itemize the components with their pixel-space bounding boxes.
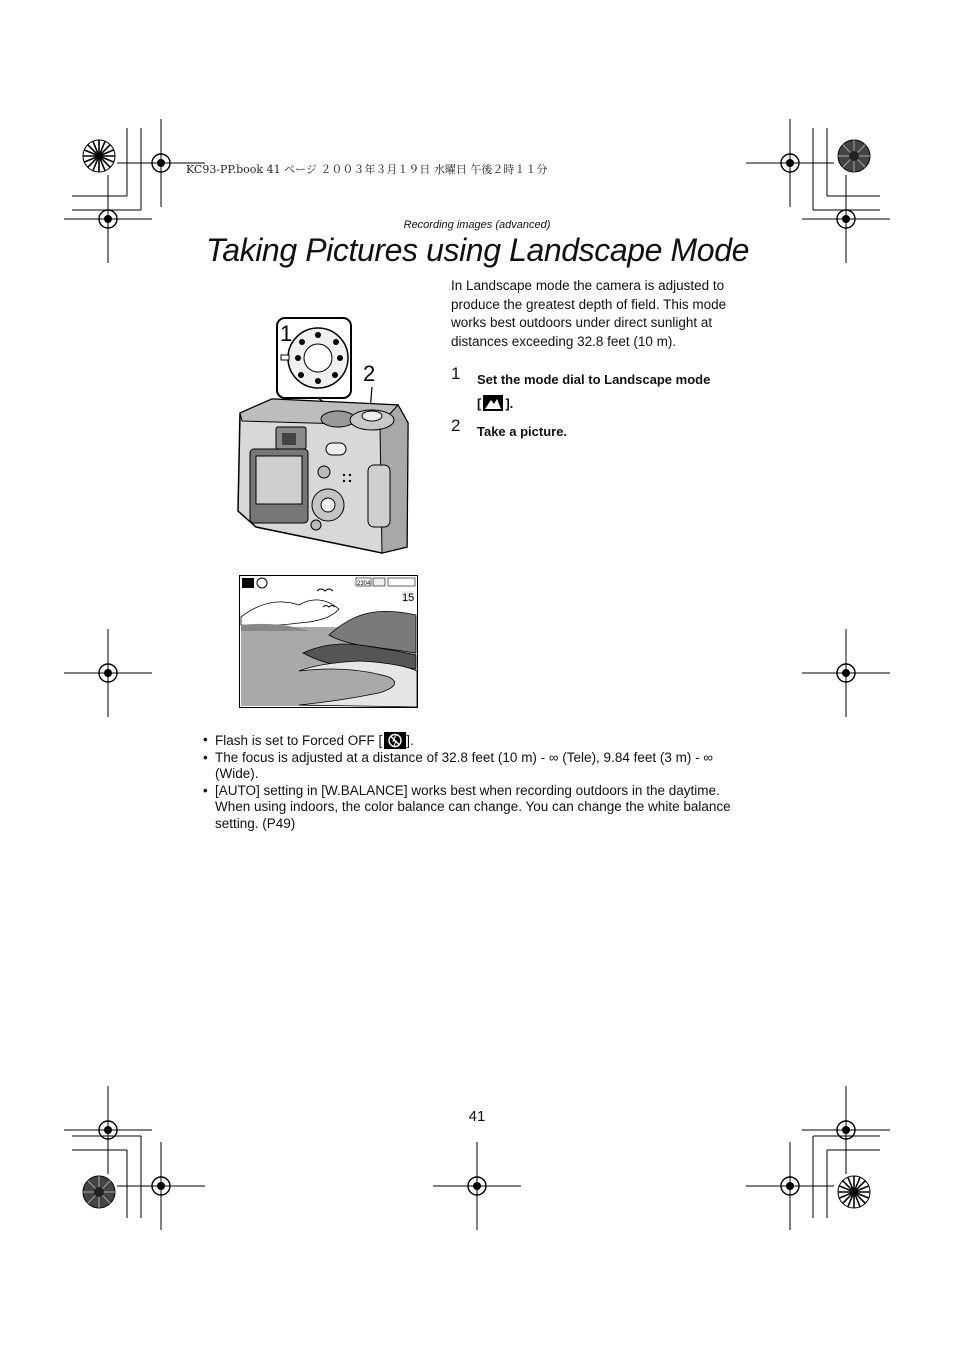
lcd-landscape-preview bbox=[239, 575, 419, 709]
step-2-text: Take a picture. bbox=[477, 424, 568, 439]
step-1-number: 1 bbox=[451, 364, 461, 383]
note-item bbox=[203, 732, 751, 750]
bullet: • bbox=[203, 749, 208, 765]
landscape-mode-icon bbox=[483, 395, 503, 411]
flash-off-icon bbox=[384, 732, 404, 748]
callout-number-1: 1 bbox=[280, 321, 293, 346]
intro-paragraph: In Landscape mode the camera is adjusted to produce the greatest depth of field. This mode works best outdoors under direct sunlight at distances exceeding 32.8 feet (10 m). bbox=[451, 278, 727, 349]
print-file-info: KC93-PP.book 41 ページ ２００３年３月１９日 水曜日 午後２時１１分 bbox=[186, 163, 548, 176]
bullet: • bbox=[203, 782, 208, 798]
step-1-bracket-close: ]. bbox=[505, 396, 514, 411]
step-1-text: Set the mode dial to Landscape mode bbox=[477, 372, 711, 387]
note-2-text: The focus is adjusted at a distance of 32.8 feet (10 m) - ∞ (Tele), 9.84 feet (3 m) - ∞ (Wide). bbox=[215, 749, 713, 782]
callout-number-2: 2 bbox=[363, 361, 376, 386]
note-item bbox=[203, 783, 751, 833]
note-1-text: Flash is set to Forced OFF [ bbox=[215, 733, 383, 748]
notes-list bbox=[203, 732, 751, 833]
page-number: 41 bbox=[468, 1108, 486, 1125]
note-3-text: [AUTO] setting in [W.BALANCE] works best when recording outdoors in the daytime. When using indoors, the color balance can change. You can change the white balance setting. (P49) bbox=[215, 782, 731, 831]
step-2 bbox=[451, 416, 751, 446]
bullet: • bbox=[203, 732, 208, 747]
step-1 bbox=[451, 364, 751, 418]
lcd-remaining-count: 15 bbox=[402, 592, 415, 604]
section-label: Recording images (advanced) bbox=[403, 219, 551, 231]
lcd-picture-size: 2304 bbox=[357, 581, 371, 587]
page-title: Taking Pictures using Landscape Mode bbox=[206, 232, 749, 268]
camera-illustration bbox=[232, 315, 432, 575]
step-1-bracket-open: [ bbox=[477, 396, 482, 411]
note-item bbox=[203, 750, 751, 783]
note-1-text-end: ]. bbox=[406, 733, 414, 748]
step-2-number: 2 bbox=[451, 416, 461, 435]
